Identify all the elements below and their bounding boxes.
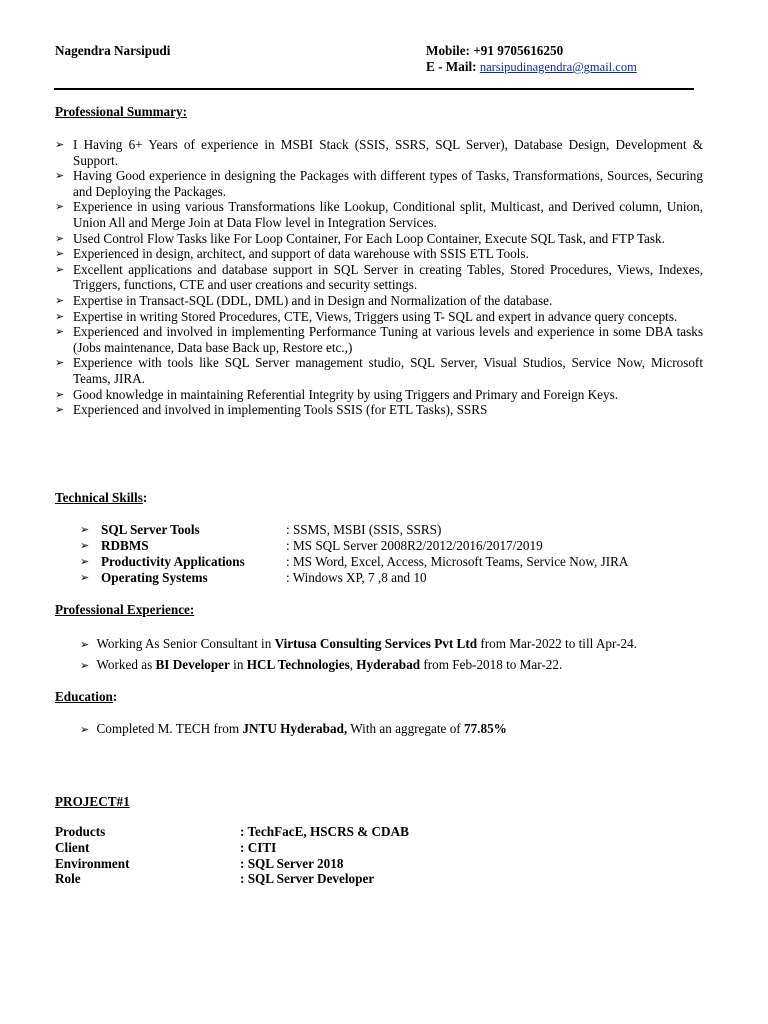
skill-row	[0, 570, 768, 586]
project-row	[0, 840, 768, 856]
arrow-bullet-icon: ➢	[55, 387, 65, 401]
skill-value: : MS Word, Excel, Access, Microsoft Teams, Service Now, JIRA	[286, 554, 629, 569]
summary-item: ➢ Experience with tools like SQL Server management studio, SQL Server, Visual Studios, Service Now, Microsoft Teams, JIRA.	[55, 355, 703, 386]
arrow-bullet-icon: ➢	[80, 523, 90, 536]
mobile-line	[426, 43, 563, 59]
experience-item: ➢ Worked as BI Developer in HCL Technologies, Hyderabad from Feb-2018 to Mar-22.	[80, 657, 563, 672]
summary-item: ➢ Experienced and involved in implementing Tools SSIS (for ETL Tasks), SSRS	[55, 402, 488, 418]
summary-item: ➢ Expertise in writing Stored Procedures, CTE, Views, Triggers using T- SQL and expert in advance query concepts.	[55, 308, 678, 324]
arrow-bullet-icon: ➢	[80, 723, 90, 736]
header-divider	[54, 88, 694, 90]
summary-item: ➢ Experienced in design, architect, and support of data warehouse with SSIS ETL Tools.	[55, 246, 529, 262]
skills-heading: Technical Skills:	[55, 490, 148, 505]
summary-item: ➢ Excellent applications and database support in SQL Server in creating Tables, Stored Procedures, Views, Indexes, Triggers, functions, CTE and user creations and security settings.	[55, 261, 703, 293]
mobile-value: +91 9705616250	[473, 43, 564, 58]
skill-value: : Windows XP, 7 ,8 and 10	[286, 570, 427, 585]
email-line	[426, 59, 637, 75]
project-label: Client	[55, 840, 90, 855]
project-value: : CITI	[240, 840, 277, 855]
project-heading: PROJECT#1	[55, 794, 130, 809]
arrow-bullet-icon: ➢	[55, 356, 65, 370]
project-label: Environment	[55, 856, 130, 871]
arrow-bullet-icon: ➢	[80, 659, 90, 672]
summary-item: ➢ Used Control Flow Tasks like For Loop Container, For Each Loop Container, Execute SQL Task, and FTP Task.	[55, 230, 665, 246]
project-label: Role	[55, 871, 81, 886]
summary-item: ➢ Experienced and involved in implementing Performance Tuning at various levels and experience in some DBA tasks (Jobs maintenance, Data base Back up, Restore etc.,)	[55, 324, 703, 355]
arrow-bullet-icon: ➢	[80, 555, 90, 568]
skill-row	[0, 554, 768, 570]
project-row	[0, 871, 768, 887]
candidate-name: Nagendra Narsipudi	[55, 43, 171, 58]
summary-list	[55, 137, 703, 418]
arrow-bullet-icon: ➢	[55, 247, 65, 261]
job-role: BI Developer	[155, 657, 230, 672]
experience-item: ➢ Working As Senior Consultant in Virtusa Consulting Services Pvt Ltd from Mar-2022 to till Apr-24.	[80, 636, 637, 651]
summary-heading: Professional Summary:	[55, 104, 187, 119]
skill-row	[0, 538, 768, 554]
aggregate-score: 77.85%	[463, 721, 507, 736]
company-city: Hyderabad	[356, 657, 421, 672]
arrow-bullet-icon: ➢	[80, 571, 90, 584]
arrow-bullet-icon: ➢	[55, 403, 65, 417]
arrow-bullet-icon: ➢	[80, 638, 90, 651]
summary-item: ➢ Expertise in Transact-SQL (DDL, DML) and in Design and Normalization of the database.	[55, 292, 553, 308]
skill-label: SQL Server Tools	[101, 522, 200, 537]
summary-item: ➢ I Having 6+ Years of experience in MSBI Stack (SSIS, SSRS, SQL Server), Database Design, Development & Support.	[55, 137, 703, 168]
skill-label: Productivity Applications	[101, 554, 245, 569]
company-name: HCL Technologies	[246, 657, 350, 672]
summary-item: ➢ Having Good experience in designing the Packages with different types of Tasks, Transformations, Sources, Securing and Deploying the Packages.	[55, 168, 703, 199]
email-label: E - Mail:	[426, 59, 477, 74]
project-value: : SQL Server 2018	[240, 856, 344, 871]
skill-value: : MS SQL Server 2008R2/2012/2016/2017/2019	[286, 538, 543, 553]
arrow-bullet-icon: ➢	[55, 231, 65, 245]
company-name: Virtusa Consulting Services Pvt Ltd	[274, 636, 478, 651]
summary-item: ➢ Experience in using various Transformations like Lookup, Conditional split, Multicast, and Derived column, Union, Union All and Merge Join at Data Flow level in Integration Services.	[55, 199, 703, 230]
education-item: ➢ Completed M. TECH from JNTU Hyderabad, With an aggregate of 77.85%	[80, 721, 507, 736]
university-name: JNTU Hyderabad,	[242, 721, 348, 736]
arrow-bullet-icon: ➢	[55, 262, 65, 276]
project-value: : TechFacE, HSCRS & CDAB	[240, 824, 409, 839]
summary-item: ➢ Good knowledge in maintaining Referential Integrity by using Triggers and Primary and Foreign Keys.	[55, 386, 618, 402]
project-label: Products	[55, 824, 106, 839]
email-link[interactable]: narsipudinagendra@gmail.com	[479, 60, 637, 74]
arrow-bullet-icon: ➢	[55, 309, 65, 323]
project-row	[0, 856, 768, 872]
skill-value: : SSMS, MSBI (SSIS, SSRS)	[286, 522, 442, 537]
arrow-bullet-icon: ➢	[55, 169, 65, 183]
skill-label: RDBMS	[101, 538, 149, 553]
arrow-bullet-icon: ➢	[55, 325, 65, 339]
arrow-bullet-icon: ➢	[55, 200, 65, 214]
skill-row	[0, 522, 768, 538]
arrow-bullet-icon: ➢	[55, 138, 65, 151]
project-row	[0, 824, 768, 840]
arrow-bullet-icon: ➢	[80, 539, 90, 552]
project-value: : SQL Server Developer	[240, 871, 375, 886]
education-heading: Education:	[55, 689, 118, 704]
experience-heading: Professional Experience:	[55, 602, 195, 617]
skill-label: Operating Systems	[101, 570, 208, 585]
mobile-label: Mobile:	[426, 43, 470, 58]
arrow-bullet-icon: ➢	[55, 293, 65, 307]
